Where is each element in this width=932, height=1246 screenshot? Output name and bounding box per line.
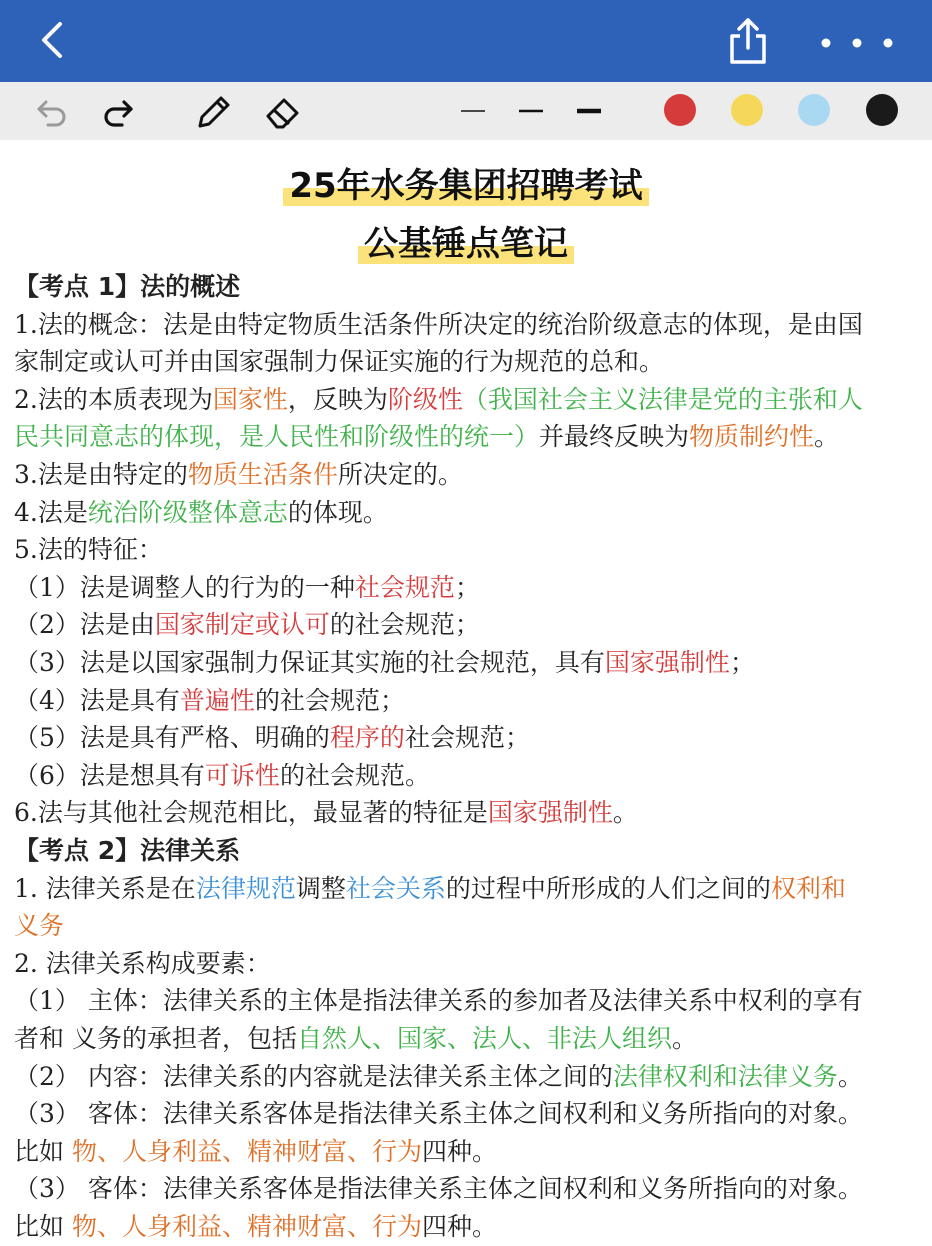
text-segment: （2）法是由 [14,610,155,640]
top-nav-bar [0,0,932,82]
text-segment: 。 [837,1061,863,1091]
note-line [14,832,240,870]
note-subtitle: 公基锤点笔记 [0,216,932,265]
text-segment: 民共同意志的体现，是人民性和阶级性的统一） [14,422,540,452]
undo-icon[interactable] [32,90,72,132]
text-segment: 普遍性 [179,685,255,715]
note-line [14,1020,697,1058]
text-segment: 法律规范 [195,873,296,903]
text-segment: 。 [612,798,638,828]
text-segment: 的社会规范； [254,685,405,715]
text-segment: 的社会规范； [329,610,480,640]
note-line [14,268,240,306]
note-line [14,1133,497,1171]
text-segment: 统治阶级整体意志 [87,497,288,527]
note-line [14,870,846,908]
note-line [14,1170,863,1208]
note-line [14,1095,863,1133]
text-segment: 四种。 [421,1212,497,1241]
text-segment: ； [729,648,755,677]
text-segment: 四种。 [421,1136,497,1166]
text-segment: 调整 [295,873,346,903]
text-segment: 国家强制性 [604,648,730,677]
note-line [14,606,480,644]
text-segment: 程序的 [329,723,405,753]
text-segment: 国家强制性 [487,798,613,828]
text-segment: 【考点 1】法的概述 [14,272,241,301]
note-line [14,381,863,419]
text-segment: 。 [671,1024,697,1053]
text-segment: 。 [814,422,840,452]
text-segment: 2.法的本质表现为 [14,384,213,414]
note-line [14,982,863,1020]
note-line [14,682,405,720]
text-segment: 的体现。 [287,497,388,527]
text-segment: （1） 主体：法律关系的主体是指法律关系的参加者及法律关系中权利的享有 [14,986,863,1016]
text-segment: 所决定的。 [337,460,463,489]
text-segment: 阶级性 [387,384,463,414]
text-segment: ； [454,572,480,602]
text-segment: 2. 法律关系构成要素： [14,948,271,978]
thick-stroke-icon[interactable] [574,90,604,132]
text-segment: 1. 法律关系是在 [14,873,196,903]
text-segment: 权利和 [770,873,846,903]
text-segment: 物、人身利益、精神财富、行为 [71,1212,422,1241]
text-segment: （6）法是想具有 [14,760,205,790]
redo-icon[interactable] [98,90,138,132]
note-line [14,794,638,832]
text-segment: （5）法是具有严格、明确的 [14,723,330,753]
thin-stroke-icon[interactable] [458,90,488,132]
text-segment: 物、人身利益、精神财富、行为 [71,1136,422,1166]
text-segment: 社会规范 [354,572,455,602]
note-line [14,1208,497,1246]
note-line [14,418,839,456]
text-segment: 社会规范； [404,723,530,753]
text-segment: 比如 [14,1136,72,1166]
text-segment: （3） 客体：法律关系客体是指法律关系主体之间权利和义务所指向的对象。 [14,1174,863,1204]
text-segment: 者和 义务的承担者，包括 [14,1024,297,1053]
text-segment: 比如 [14,1212,72,1241]
medium-stroke-icon[interactable] [516,90,546,132]
text-segment: 国家性 [212,384,288,414]
note-line [14,456,463,494]
note-line [14,494,388,532]
pencil-icon[interactable] [192,90,234,132]
text-segment: 6.法与其他社会规范相比，最显著的特征是 [14,798,488,828]
text-segment: （2） 内容：法律关系的内容就是法律关系主体之间的 [14,1061,613,1091]
note-line [14,531,163,569]
text-segment: （1）法是调整人的行为的一种 [14,572,355,602]
text-segment: （我国社会主义法律是党的主张和人 [462,384,863,414]
drawing-toolbar [0,82,932,140]
text-segment: （3） 客体：法律关系客体是指法律关系主体之间权利和义务所指向的对象。 [14,1099,863,1129]
text-segment: 的社会规范。 [279,760,430,790]
back-arrow-icon[interactable] [30,16,78,64]
text-segment: 1.法的概念：法是由特定物质生活条件所决定的统治阶级意志的体现，是由国 [14,309,863,339]
note-line [14,306,863,344]
text-segment: 义务 [14,911,65,941]
text-segment: 社会关系 [345,873,446,903]
note-line [14,945,271,983]
text-segment: 国家制定或认可 [154,610,330,640]
text-segment: 家制定或认可并由国家强制力保证实施的行为规范的总和。 [14,347,665,377]
share-icon[interactable] [724,16,772,68]
color-lightblue-swatch[interactable] [798,94,830,126]
note-line [14,644,755,682]
color-red-swatch[interactable] [664,94,696,126]
color-yellow-swatch[interactable] [731,94,763,126]
note-line [14,569,480,607]
text-segment: （4）法是具有 [14,685,180,715]
text-segment: 3.法是由特定的 [14,460,188,489]
text-segment: 物质制约性 [689,422,815,452]
text-segment: 法律权利和法律义务 [612,1061,838,1091]
text-segment: （3）法是以国家强制力保证其实施的社会规范，具有 [14,648,605,677]
note-title: 25年水务集团招聘考试 [0,158,932,207]
text-segment: 的过程中所形成的人们之间的 [445,873,771,903]
text-segment: 【考点 2】法律关系 [14,836,241,865]
color-black-swatch[interactable] [866,94,898,126]
note-line [14,1058,863,1096]
text-segment: 自然人、国家、法人、非法人组织 [296,1024,672,1053]
note-line [14,757,430,795]
text-segment: 并最终反映为 [539,422,690,452]
eraser-icon[interactable] [262,90,304,132]
note-line [14,907,64,945]
text-segment: 5.法的特征： [14,535,163,565]
text-segment: 物质生活条件 [187,460,338,489]
note-line [14,343,664,381]
note-line [14,719,530,757]
text-segment: 可诉性 [204,760,280,790]
text-segment: 4.法是 [14,497,88,527]
more-options-icon[interactable] [812,28,902,58]
text-segment: ，反映为 [287,384,388,414]
